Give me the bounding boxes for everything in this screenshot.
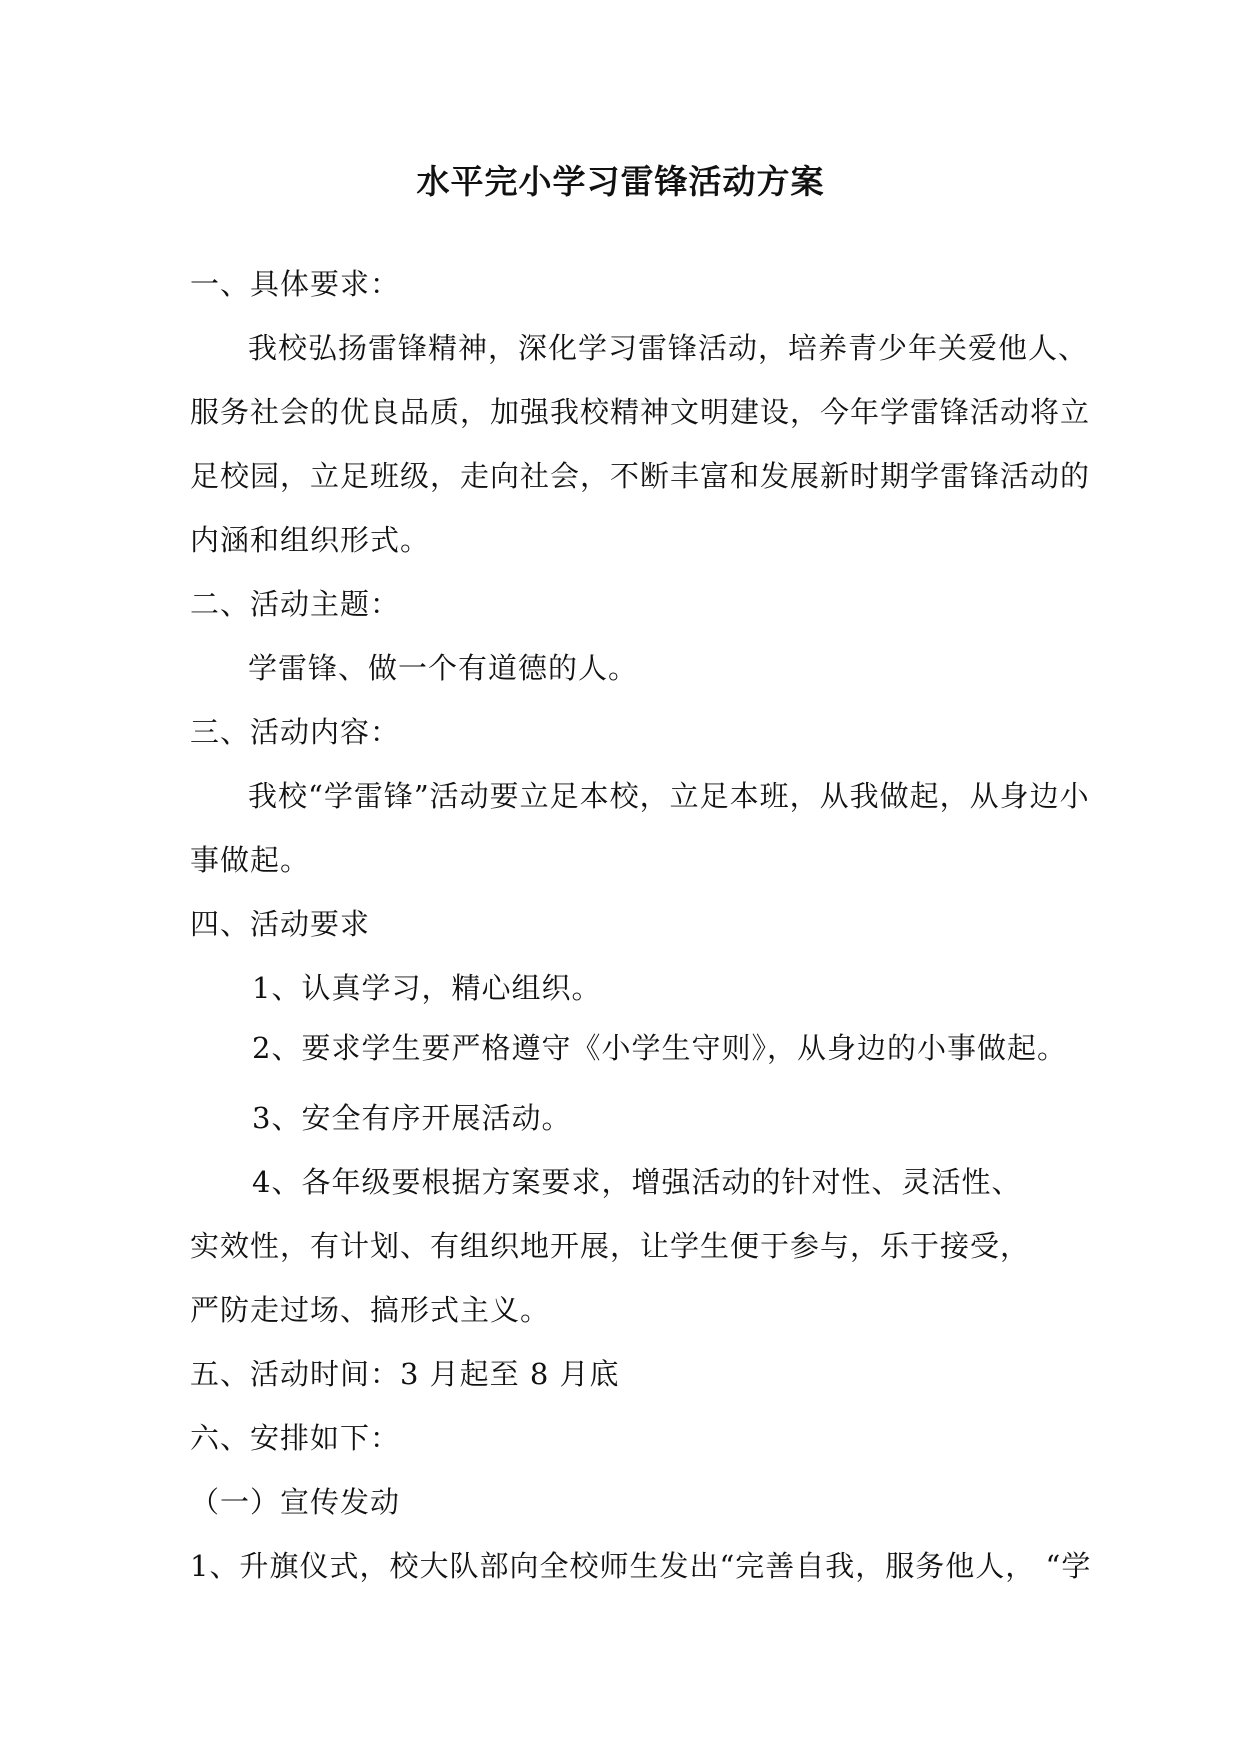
paragraph-line: 足校园，立足班级，走向社会，不断丰富和发展新时期学雷锋活动的 xyxy=(190,459,1091,493)
section-heading-arrangement: 六、安排如下： xyxy=(190,1421,401,1455)
paragraph-line: 严防走过场、搞形式主义。 xyxy=(190,1293,551,1327)
subsection-heading-publicity: （一）宣传发动 xyxy=(190,1485,401,1519)
list-item: 4、各年级要根据方案要求，增强活动的针对性、灵活性、 xyxy=(252,1165,1022,1199)
document-title: 水平完小学习雷锋活动方案 xyxy=(416,162,825,201)
paragraph-line: 我校“学雷锋”活动要立足本校，立足本班，从我做起，从身边小 xyxy=(248,779,1090,813)
section-heading-theme: 二、活动主题： xyxy=(190,587,401,621)
list-item: 2、要求学生要严格遵守《小学生守则》，从身边的小事做起。 xyxy=(252,1031,1067,1065)
section-heading-time: 五、活动时间：3 月起至 8 月底 xyxy=(190,1357,620,1391)
paragraph-line: 事做起。 xyxy=(190,843,311,877)
paragraph-line: 1、升旗仪式，校大队部向全校师生发出“完善自我，服务他人， “学 xyxy=(190,1549,1092,1583)
paragraph-line: 学雷锋、做一个有道德的人。 xyxy=(248,651,639,685)
list-item: 1、认真学习，精心组织。 xyxy=(252,971,602,1005)
paragraph-line: 我校弘扬雷锋精神，深化学习雷锋活动，培养青少年关爱他人、 xyxy=(248,331,1089,365)
paragraph-line: 实效性，有计划、有组织地开展，让学生便于参与，乐于接受， xyxy=(190,1229,1031,1263)
section-heading-requirements: 一、具体要求： xyxy=(190,267,401,301)
section-heading-content: 三、活动内容： xyxy=(190,715,401,749)
paragraph-line: 服务社会的优良品质，加强我校精神文明建设，今年学雷锋活动将立 xyxy=(190,395,1091,429)
section-heading-activity-requirements: 四、活动要求 xyxy=(190,907,371,941)
list-item: 3、安全有序开展活动。 xyxy=(252,1101,572,1135)
paragraph-line: 内涵和组织形式。 xyxy=(190,523,431,557)
